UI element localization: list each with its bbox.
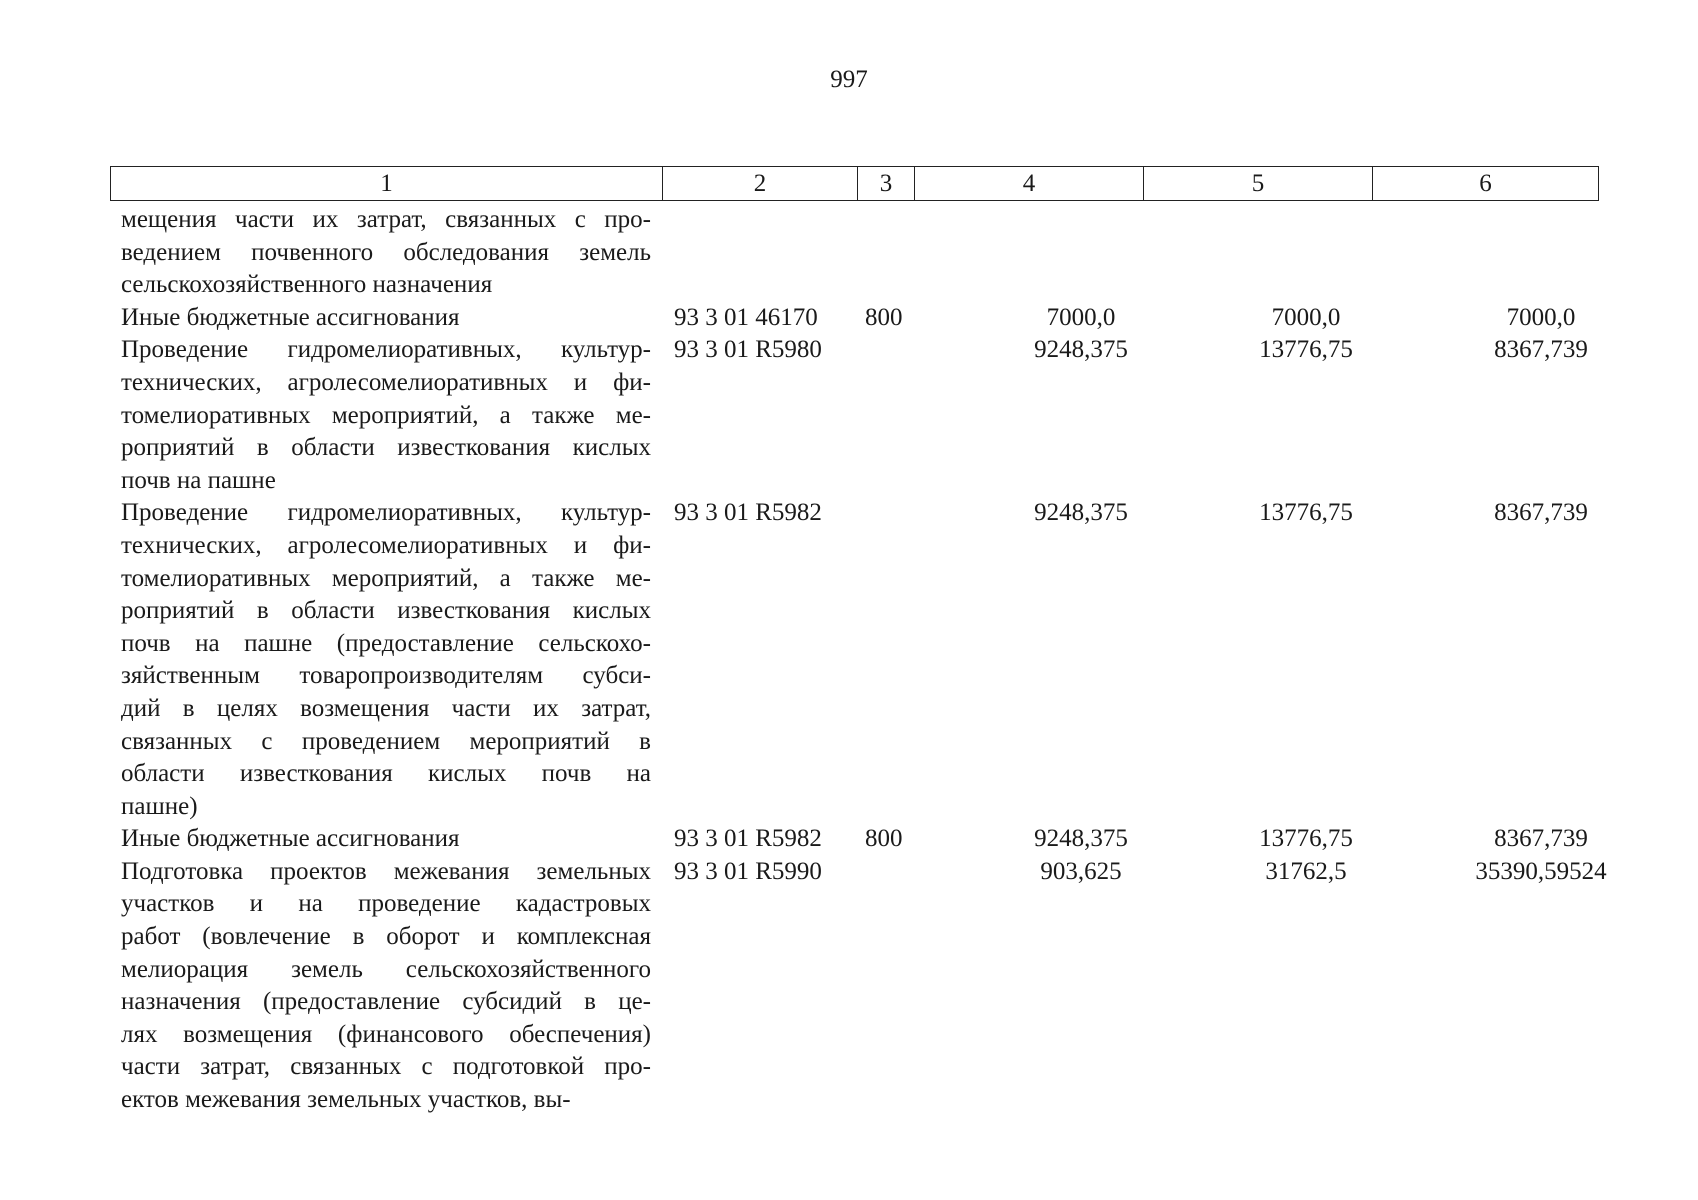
description-line: почв на пашне (предоставление сельскохо- [121,629,651,657]
row-value-5: 7000,0 [1271,303,1341,331]
row-description [121,856,651,1117]
header-col-2: 2 [663,167,858,201]
description-line: роприятий в области известкования кислых [121,597,651,625]
row-value-6: 8367,739 [1494,825,1588,853]
description-line: почв на пашне [121,466,276,494]
row-value-5: 13776,75 [1259,336,1353,364]
description-line: дий в целях возмещения части их затрат, [121,694,651,722]
header-col-1: 1 [111,167,663,201]
description-line: Проведение гидромелиоративных, культур- [121,336,651,364]
header-col-6: 6 [1373,167,1599,201]
row-value-6: 7000,0 [1506,303,1576,331]
row-value-6: 8367,739 [1494,499,1588,527]
description-line: зяйственным товаропроизводителям субси- [121,662,651,690]
header-col-5: 5 [1144,167,1373,201]
row-code: 93 3 01 R5982 [674,499,822,527]
row-value-4: 9248,375 [1034,336,1128,364]
header-row [111,167,1599,201]
description-line: связанных с проведением мероприятий в [121,727,651,755]
description-line: лях возмещения (финансового обеспечения) [121,1020,651,1048]
row-type: 800 [865,825,903,853]
description-line: мелиорация земель сельскохозяйственного [121,955,651,983]
row-value-6: 8367,739 [1494,336,1588,364]
description-line: технических, агролесомелиоративных и фи- [121,531,651,559]
description-line: работ (вовлечение в оборот и комплексная [121,923,651,951]
description-line: мещения части их затрат, связанных с про- [121,206,651,233]
description-line: пашне) [121,792,198,820]
table-row [121,497,1601,823]
description-line: томелиоративных мероприятий, а также ме- [121,401,651,429]
page-number: 997 [830,66,868,93]
row-value-4: 9248,375 [1034,825,1128,853]
row-code: 93 3 01 46170 [674,303,818,331]
description-line: томелиоративных мероприятий, а также ме- [121,564,651,592]
row-code: 93 3 01 R5982 [674,825,822,853]
description-line: роприятий в области известкования кислых [121,434,651,462]
table-header [110,166,1599,201]
row-code: 93 3 01 R5990 [674,857,822,885]
row-type: 800 [865,303,903,331]
header-col-3: 3 [858,167,915,201]
row-value-5: 13776,75 [1259,499,1353,527]
description-line: Иные бюджетные ассигнования [121,303,460,331]
description-line: ектов межевания земельных участков, вы- [121,1086,571,1114]
row-value-4: 7000,0 [1046,303,1116,331]
row-description [121,823,651,856]
table-row [121,302,1601,335]
row-value-6: 35390,59524 [1475,857,1607,885]
description-line: части затрат, связанных с подготовкой про- [121,1053,651,1081]
description-line: сельскохозяйственного назначения [121,271,493,299]
row-code: 93 3 01 R5980 [674,336,822,364]
table-row [121,204,1601,302]
table-row [121,823,1601,856]
description-line: области известкования кислых почв на [121,760,651,788]
description-line: Проведение гидромелиоративных, культур- [121,499,651,527]
row-description [121,497,651,823]
row-description [121,334,651,497]
table-body [121,204,1607,1117]
row-value-4: 9248,375 [1034,499,1128,527]
table-row [121,334,1601,497]
description-line: технических, агролесомелиоративных и фи- [121,368,651,396]
description-line: участков и на проведение кадастровых [121,890,651,918]
table-row [121,856,1607,1117]
description-line: ведением почвенного обследования земель [121,238,651,266]
description-line: назначения (предоставление субсидий в це- [121,988,651,1016]
row-value-4: 903,625 [1040,857,1122,885]
row-value-5: 31762,5 [1265,857,1347,885]
description-line: Подготовка проектов межевания земельных [121,857,651,885]
row-value-5: 13776,75 [1259,825,1353,853]
row-description [121,302,651,335]
header-col-4: 4 [915,167,1144,201]
row-description [121,204,651,302]
description-line: Иные бюджетные ассигнования [121,825,460,853]
